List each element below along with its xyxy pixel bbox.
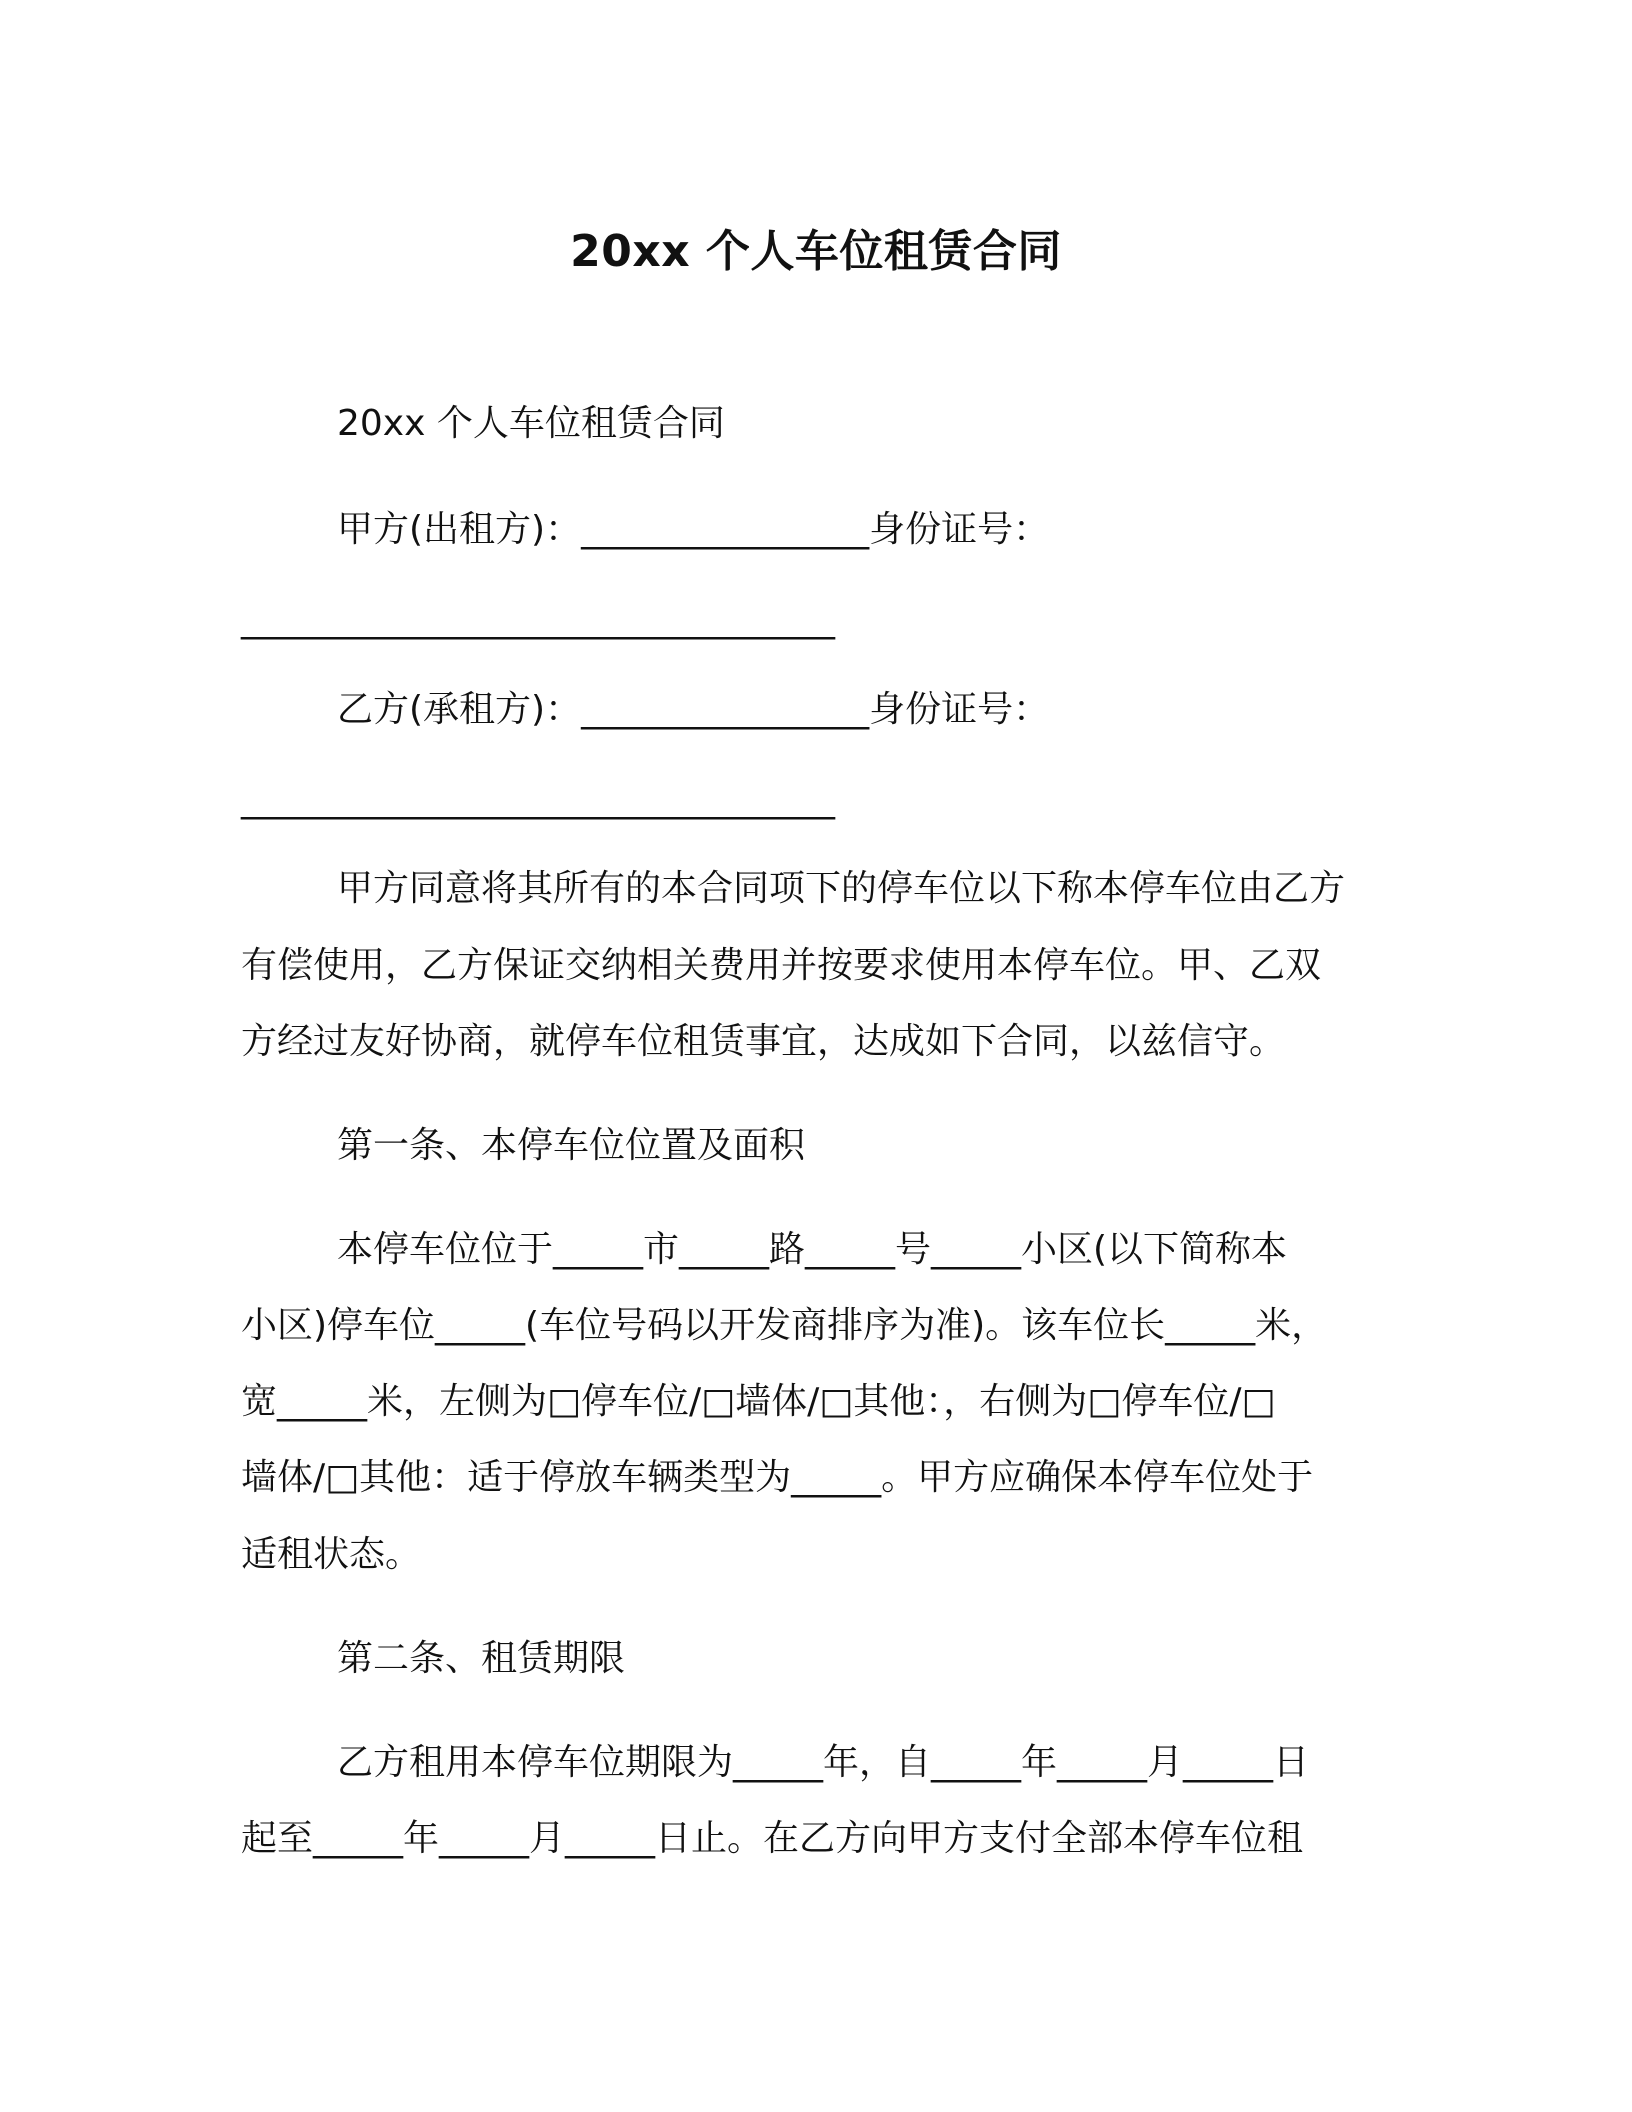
intro-paragraph-line-2: 有偿使用，乙方保证交纳相关费用并按要求使用本停车位。甲、乙双 <box>241 945 1322 986</box>
article-1-paragraph-line-3: 宽_____米，左侧为□停车位/□墙体/□其他：，右侧为□停车位/□ <box>241 1381 1276 1422</box>
party-b-line: 乙方(承租方)：________________身份证号： <box>337 689 1050 730</box>
document-title: 20xx 个人车位租赁合同 <box>570 226 1062 277</box>
party-b-id-blank-line: _________________________________ <box>241 779 835 820</box>
article-1-paragraph-line-2: 小区)停车位_____(车位号码以开发商排序为准)。该车位长_____米， <box>241 1305 1328 1346</box>
article-1-heading: 第一条、本停车位位置及面积 <box>337 1125 806 1166</box>
article-2-paragraph-line-1: 乙方租用本停车位期限为_____年，自_____年_____月_____日 <box>337 1742 1310 1783</box>
article-2-heading: 第二条、租赁期限 <box>337 1638 626 1679</box>
article-1-paragraph-line-4: 墙体/□其他：适于停放车辆类型为_____。甲方应确保本停车位处于 <box>241 1457 1314 1498</box>
intro-paragraph-line-1: 甲方同意将其所有的本合同项下的停车位以下称本停车位由乙方 <box>337 868 1346 909</box>
subtitle-line: 20xx 个人车位租赁合同 <box>337 403 725 444</box>
party-a-id-blank-line: _________________________________ <box>241 599 835 640</box>
article-1-paragraph-line-1: 本停车位位于_____市_____路_____号_____小区(以下简称本 <box>337 1229 1288 1270</box>
party-a-line: 甲方(出租方)：________________身份证号： <box>337 509 1050 550</box>
article-1-paragraph-line-5: 适租状态。 <box>241 1534 422 1575</box>
intro-paragraph-line-3: 方经过友好协商，就停车位租赁事宜，达成如下合同，以兹信守。 <box>241 1021 1286 1062</box>
article-2-paragraph-line-2: 起至_____年_____月_____日止。在乙方向甲方支付全部本停车位租 <box>241 1818 1304 1859</box>
